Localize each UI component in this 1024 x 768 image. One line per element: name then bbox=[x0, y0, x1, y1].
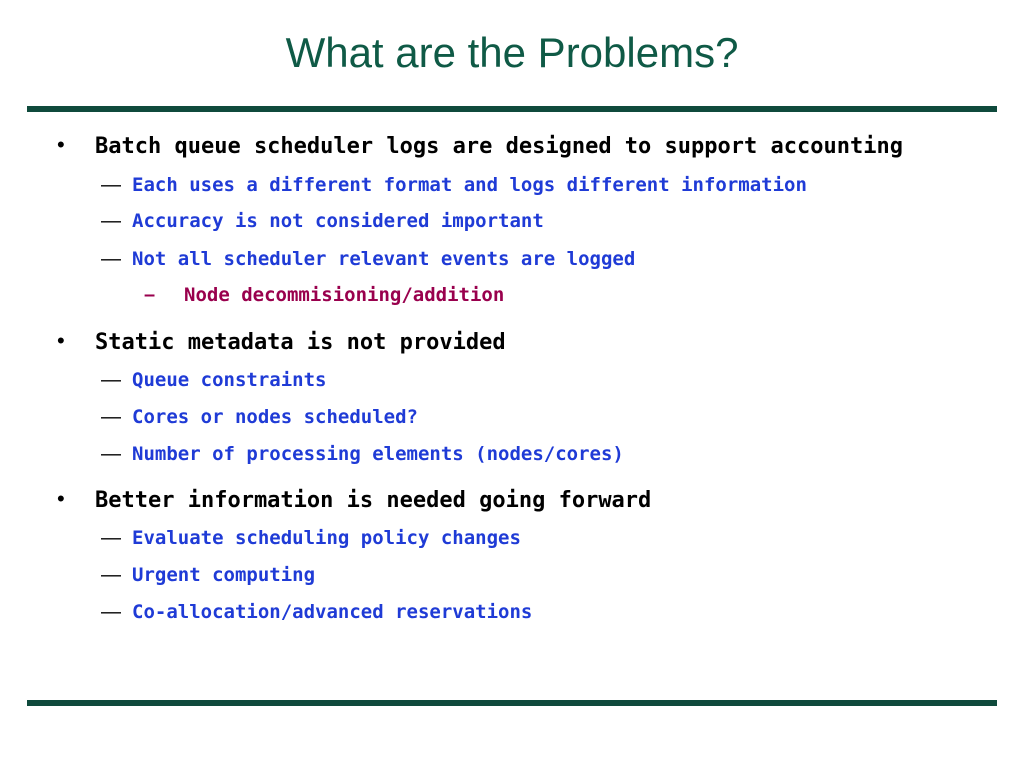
en-dash-icon: – bbox=[144, 284, 156, 306]
dash-icon: — bbox=[101, 564, 121, 586]
slide-title: What are the Problems? bbox=[285, 29, 739, 76]
subbullet-1-3-text: Not all scheduler relevant events are logged bbox=[132, 248, 636, 270]
subbullet-3-1-text: Evaluate scheduling policy changes bbox=[132, 527, 521, 549]
subbullet-3-3-text: Co-allocation/advanced reservations bbox=[132, 601, 533, 623]
bullet-icon: • bbox=[57, 132, 65, 157]
subbullet-2-2-text: Cores or nodes scheduled? bbox=[132, 406, 418, 428]
subbullet-2-1-text: Queue constraints bbox=[132, 369, 327, 391]
subbullet-3-2-text: Urgent computing bbox=[132, 564, 316, 586]
bullet-icon: • bbox=[57, 486, 65, 511]
top-divider bbox=[27, 106, 997, 112]
dash-icon: — bbox=[101, 369, 121, 391]
subbullet-1-2-text: Accuracy is not considered important bbox=[132, 210, 544, 232]
dash-icon: — bbox=[101, 601, 121, 623]
bullet-icon: • bbox=[57, 328, 65, 353]
bullet-3-text: Better information is needed going forward bbox=[95, 488, 652, 513]
dash-icon: — bbox=[101, 406, 121, 428]
subsubbullet-1-3-1-text: Node decommisioning/addition bbox=[184, 284, 505, 306]
subbullet-1-1-text: Each uses a different format and logs different information bbox=[132, 174, 807, 196]
subbullet-2-3-text: Number of processing elements (nodes/cores) bbox=[132, 443, 624, 465]
dash-icon: — bbox=[101, 174, 121, 196]
dash-icon: — bbox=[101, 210, 121, 232]
bullet-1-text: Batch queue scheduler logs are designed to support accounting bbox=[95, 134, 903, 159]
dash-icon: — bbox=[101, 443, 121, 465]
bullet-2-text: Static metadata is not provided bbox=[95, 330, 506, 355]
bottom-divider bbox=[27, 700, 997, 706]
dash-icon: — bbox=[101, 248, 121, 270]
dash-icon: — bbox=[101, 527, 121, 549]
